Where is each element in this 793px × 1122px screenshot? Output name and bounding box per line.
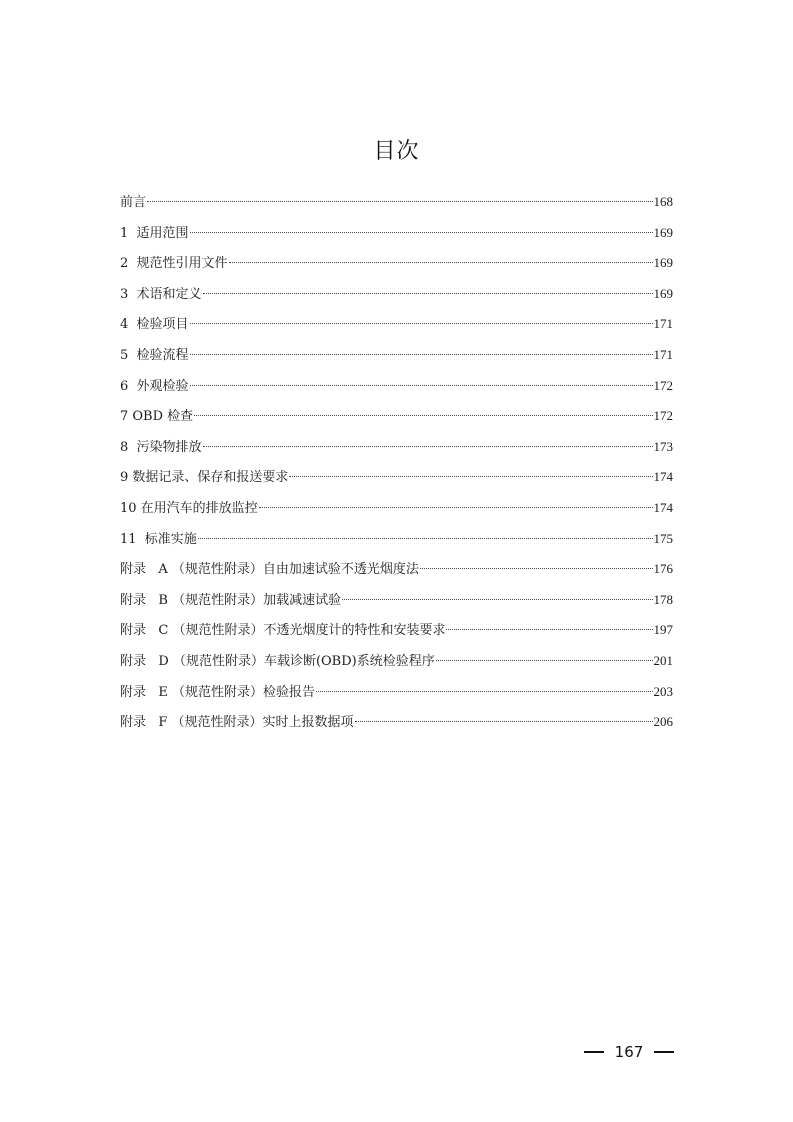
toc-entry-page: 171 bbox=[653, 316, 673, 332]
toc-entry-page: 172 bbox=[653, 377, 673, 393]
toc-entry-page: 172 bbox=[653, 408, 673, 424]
toc-entry-page: 178 bbox=[653, 591, 673, 607]
toc-entry-page: 169 bbox=[653, 224, 673, 240]
toc-entry-page: 171 bbox=[653, 346, 673, 362]
toc-entry-page: 169 bbox=[653, 255, 673, 271]
toc-dot-leader bbox=[190, 232, 653, 233]
toc-entry[interactable] bbox=[120, 284, 673, 315]
toc-entry-label: 9 数据记录、保存和报送要求 bbox=[120, 470, 289, 486]
toc-entry[interactable] bbox=[120, 192, 673, 223]
toc-dot-leader bbox=[342, 599, 652, 600]
toc-entry[interactable] bbox=[120, 437, 673, 468]
toc-entry[interactable] bbox=[120, 253, 673, 284]
toc-dot-leader bbox=[355, 721, 653, 722]
toc-entry[interactable] bbox=[120, 345, 673, 376]
toc-entry-page: 174 bbox=[653, 499, 673, 515]
toc-dot-leader bbox=[190, 323, 653, 324]
toc-dot-leader bbox=[436, 660, 653, 661]
table-of-contents bbox=[120, 192, 673, 743]
toc-entry[interactable] bbox=[120, 529, 673, 560]
toc-entry-label: 前言 bbox=[120, 195, 147, 210]
toc-dot-leader bbox=[194, 415, 652, 416]
toc-entry-label: 附录 F （规范性附录）实时上报数据项 bbox=[120, 715, 354, 731]
footer-dash-left bbox=[584, 1051, 604, 1053]
page-footer bbox=[584, 1043, 674, 1061]
toc-dot-leader bbox=[190, 354, 653, 355]
toc-entry-page: 203 bbox=[653, 683, 673, 699]
toc-entry[interactable] bbox=[120, 651, 673, 682]
toc-entry-page: 206 bbox=[653, 714, 673, 730]
toc-entry-label: 4 检验项目 bbox=[120, 317, 189, 333]
toc-dot-leader bbox=[229, 262, 653, 263]
toc-entry-page: 197 bbox=[653, 622, 673, 638]
toc-entry[interactable] bbox=[120, 712, 673, 743]
toc-entry-label: 2 规范性引用文件 bbox=[120, 256, 228, 272]
footer-dash-right bbox=[654, 1051, 674, 1053]
toc-dot-leader bbox=[198, 538, 653, 539]
toc-entry-page: 201 bbox=[653, 652, 673, 668]
toc-entry-label: 7 OBD 检查 bbox=[120, 409, 194, 425]
toc-entry-label: 附录 C （规范性附录）不透光烟度计的特性和安装要求 bbox=[120, 623, 446, 639]
toc-entry-label: 3 术语和定义 bbox=[120, 286, 202, 302]
toc-entry-page: 168 bbox=[653, 194, 673, 209]
toc-entry-label: 附录 E （规范性附录）检验报告 bbox=[120, 684, 316, 700]
page-number: 167 bbox=[614, 1043, 644, 1061]
toc-entry-page: 169 bbox=[653, 285, 673, 301]
toc-entry[interactable] bbox=[120, 376, 673, 407]
toc-entry[interactable] bbox=[120, 682, 673, 713]
toc-dot-leader bbox=[316, 691, 652, 692]
toc-dot-leader bbox=[259, 507, 653, 508]
toc-dot-leader bbox=[289, 476, 652, 477]
toc-entry[interactable] bbox=[120, 406, 673, 437]
toc-entry-label: 10 在用汽车的排放监控 bbox=[120, 500, 258, 516]
toc-entry[interactable] bbox=[120, 467, 673, 498]
toc-entry-page: 173 bbox=[653, 438, 673, 454]
page-title: 目次 bbox=[373, 139, 420, 164]
toc-entry-label: 1 适用范围 bbox=[120, 225, 189, 241]
toc-dot-leader bbox=[203, 446, 653, 447]
toc-entry-label: 11 标准实施 bbox=[120, 531, 197, 547]
toc-entry-page: 174 bbox=[653, 469, 673, 485]
toc-entry-page: 175 bbox=[653, 530, 673, 546]
toc-entry-label: 5 检验流程 bbox=[120, 347, 189, 363]
toc-entry[interactable] bbox=[120, 498, 673, 529]
toc-entry[interactable] bbox=[120, 620, 673, 651]
toc-dot-leader bbox=[190, 385, 653, 386]
toc-entry[interactable] bbox=[120, 590, 673, 621]
toc-entry-label: 附录 D （规范性附录）车载诊断(OBD)系统检验程序 bbox=[120, 653, 435, 669]
toc-entry[interactable] bbox=[120, 314, 673, 345]
toc-dot-leader bbox=[420, 568, 653, 569]
toc-dot-leader bbox=[147, 201, 652, 202]
toc-entry-label: 8 污染物排放 bbox=[120, 439, 202, 455]
toc-entry-label: 附录 B （规范性附录）加载减速试验 bbox=[120, 592, 342, 608]
toc-entry-label: 附录 A （规范性附录）自由加速试验不透光烟度法 bbox=[120, 562, 419, 578]
toc-dot-leader bbox=[446, 629, 652, 630]
toc-entry-page: 176 bbox=[653, 561, 673, 577]
toc-entry-label: 6 外观检验 bbox=[120, 378, 189, 394]
toc-entry[interactable] bbox=[120, 559, 673, 590]
toc-entry[interactable] bbox=[120, 223, 673, 254]
toc-dot-leader bbox=[203, 293, 653, 294]
